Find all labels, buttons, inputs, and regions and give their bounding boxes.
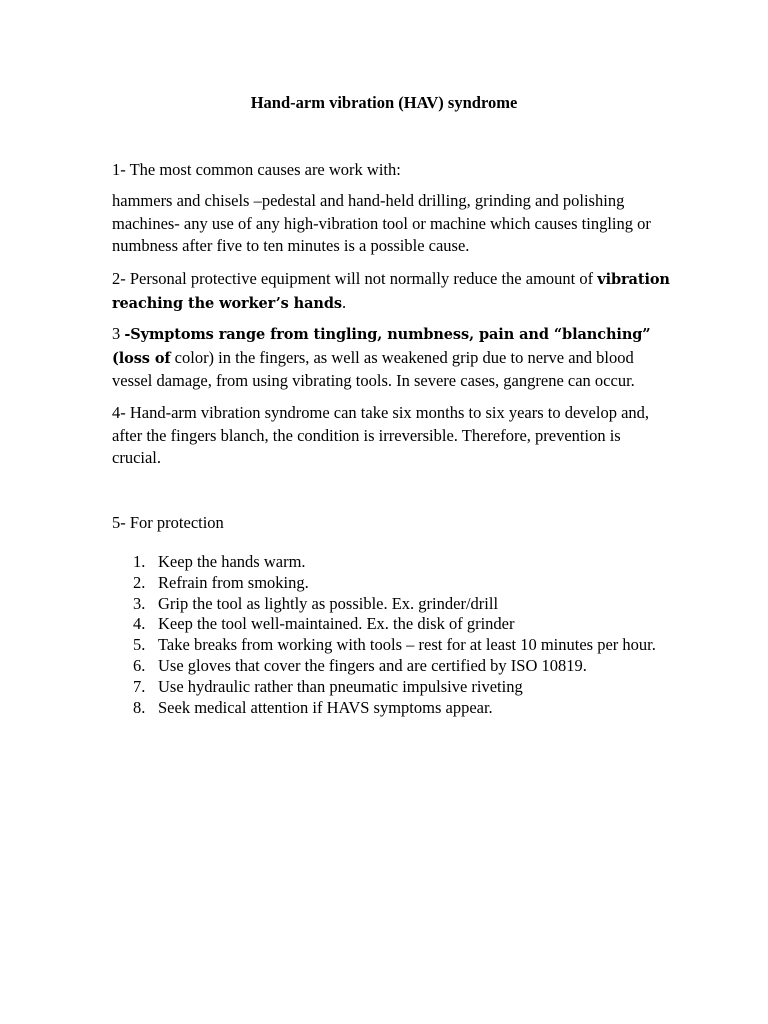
section3-text: color) in the fingers, as well as weakened grip due to nerve and blood vessel damage, from using vibrating tools. In severe cases, gangrene can occur. <box>112 347 635 390</box>
section1-heading: 1- The most common causes are work with: <box>112 160 401 179</box>
section1-body: hammers and chisels –pedestal and hand-held drilling, grinding and polishing machines- any use of any high-vibration tool or machine which causes tingling or numbness after five to ten minutes is a possible cause. <box>112 191 651 255</box>
list-item-number: 2. <box>133 572 146 592</box>
section3-number: 3 <box>112 324 125 343</box>
list-item-number: 7. <box>133 676 146 696</box>
list-item <box>112 656 672 677</box>
list-item <box>112 614 672 635</box>
document-title: Hand-arm vibration (HAV) syndrome <box>250 93 518 112</box>
list-item-number: 5. <box>133 635 146 655</box>
section5-heading: 5- For protection <box>112 513 224 532</box>
list-item-text: Take breaks from working with tools – rest for at least 10 minutes per hour. <box>158 635 656 655</box>
section2-text: 2- Personal protective equipment will not normally reduce the amount of <box>112 269 594 288</box>
list-item-text: Refrain from smoking. <box>158 572 309 592</box>
list-item-text: Keep the hands warm. <box>158 552 306 571</box>
section2-paragraph <box>112 268 672 315</box>
list-item <box>112 594 672 615</box>
list-item <box>112 677 672 698</box>
list-item-text: Keep the tool well-maintained. Ex. the disk of grinder <box>158 614 515 634</box>
section3-bold-text: -Symptoms range from tingling, numbness, pain and “blanching” (loss of <box>112 326 651 367</box>
list-item-number: 4. <box>133 614 146 634</box>
section2-bold-text: vibration reaching the worker’s hands <box>112 271 670 312</box>
list-item-text: Grip the tool as lightly as possible. Ex. grinder/drill <box>158 593 499 613</box>
list-item-number: 3. <box>133 593 146 613</box>
list-item <box>112 573 672 594</box>
list-item-text: Use hydraulic rather than pneumatic impulsive riveting <box>158 676 523 696</box>
section4-paragraph: 4- Hand-arm vibration syndrome can take six months to six years to develop and, after the fingers blanch, the condition is irreversible. Therefore, prevention is crucial. <box>112 403 650 467</box>
list-item-text: Use gloves that cover the fingers and are certified by ISO 10819. <box>158 655 587 675</box>
list-item-text: Seek medical attention if HAVS symptoms appear. <box>158 697 493 717</box>
list-item <box>112 635 672 656</box>
protection-list <box>112 552 672 718</box>
list-item <box>112 552 672 573</box>
section3-paragraph <box>112 323 672 393</box>
list-item-number: 6. <box>133 655 146 675</box>
section2-end: . <box>341 292 347 312</box>
list-item-number: 1. <box>133 552 146 571</box>
list-item-number: 8. <box>133 697 146 717</box>
list-item <box>112 698 672 719</box>
